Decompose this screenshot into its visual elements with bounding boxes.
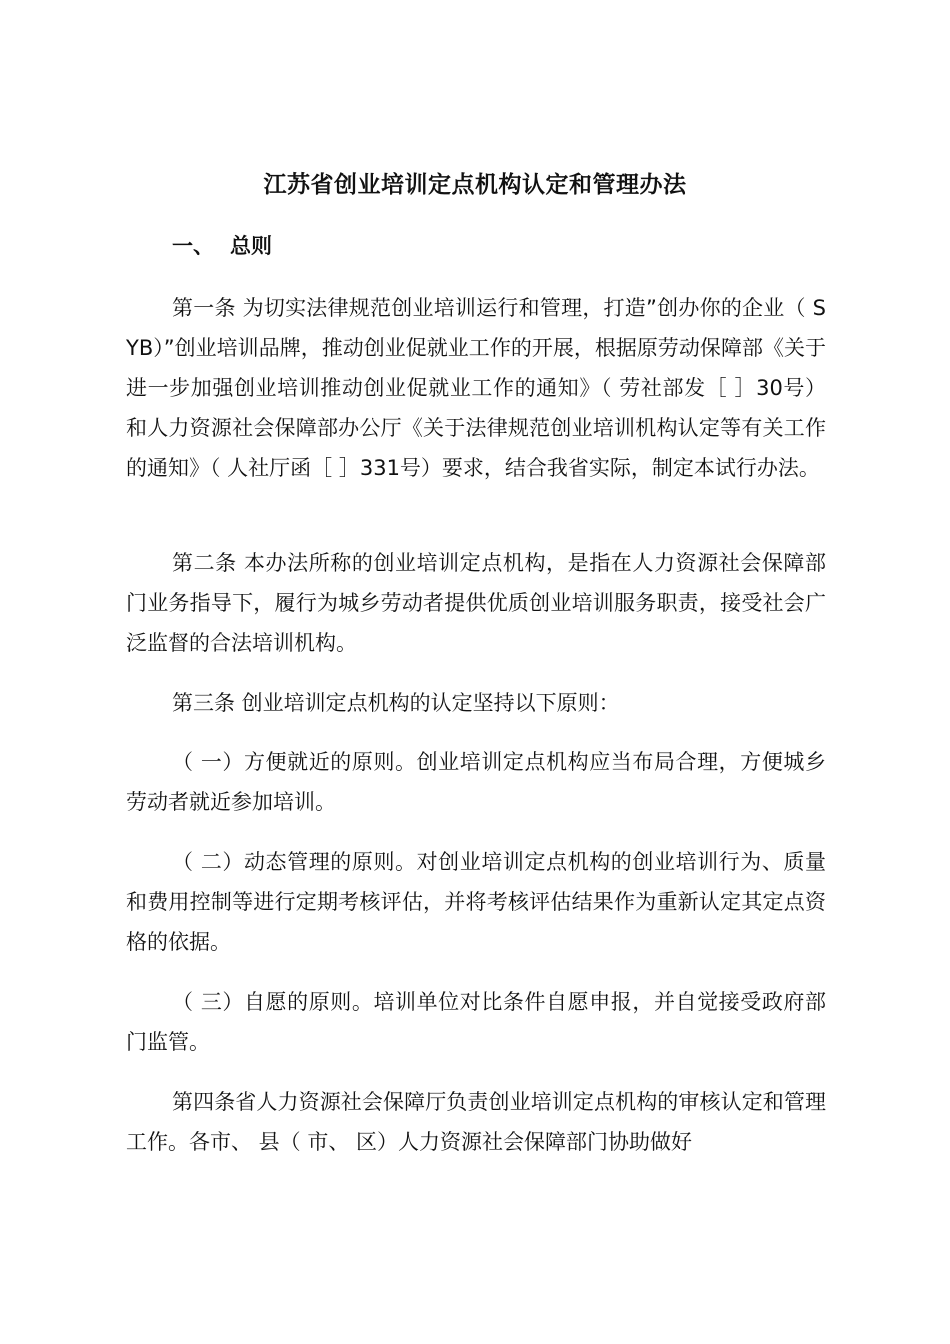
paragraph-article-1: 第一条 为切实法律规范创业培训运行和管理，打造”创办你的企业（ SYB）”创业培训品牌，推动创业促就业工作的开展，根据原劳动保障部《关于进一步加强创业培训推动创业促就业工作的通知》（ 劳社部发［ ］30号）和人力资源社会保障部办公厅《关于法律规范创业培训机构认定等有关工作的通知》（ 人社厅函［ ］331号）要求，结合我省实际，制定本试行办法。 <box>126 296 826 480</box>
section-heading <box>172 230 272 262</box>
paragraph-article-2: 第二条 本办法所称的创业培训定点机构，是指在人力资源社会保障部门业务指导下，履行为城乡劳动者提供优质创业培训服务职责，接受社会广泛监督的合法培训机构。 <box>126 551 826 655</box>
paragraph-principle-1: （ 一）方便就近的原则。创业培训定点机构应当布局合理，方便城乡劳动者就近参加培训。 <box>126 750 826 814</box>
section-number: 一、 <box>172 234 214 258</box>
document-title: 江苏省创业培训定点机构认定和管理办法 <box>263 172 687 198</box>
paragraph-article-4: 第四条省人力资源社会保障厅负责创业培训定点机构的审核认定和管理工作。各市、 县（ 市、 区）人力资源社会保障部门协助做好 <box>126 1090 826 1154</box>
section-title: 总则 <box>230 234 272 258</box>
paragraph-principle-2: （ 二）动态管理的原则。对创业培训定点机构的创业培训行为、质量和费用控制等进行定期考核评估，并将考核评估结果作为重新认定其定点资格的依据。 <box>126 850 826 954</box>
paragraph-article-3: 第三条 创业培训定点机构的认定坚持以下原则： <box>172 691 620 715</box>
paragraph-principle-3: （ 三）自愿的原则。培训单位对比条件自愿申报，并自觉接受政府部门监管。 <box>126 990 826 1054</box>
